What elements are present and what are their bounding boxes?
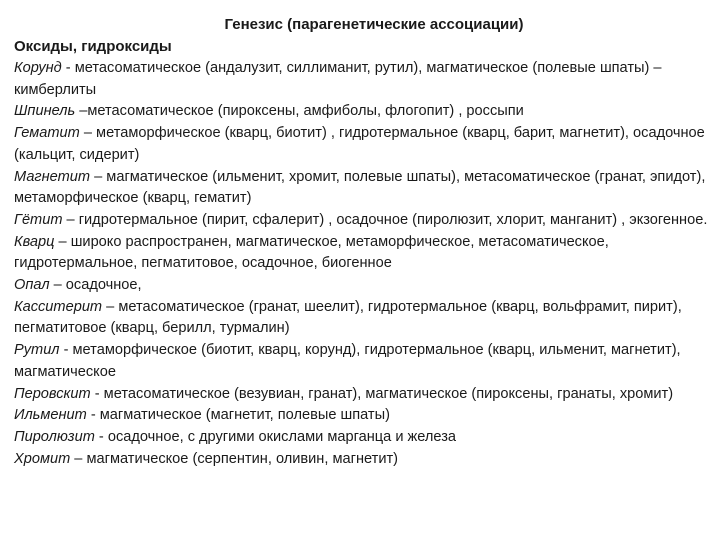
mineral-name: Гематит bbox=[14, 125, 80, 142]
page-title: Генезис (парагенетические ассоциации) bbox=[224, 16, 524, 33]
mineral-genesis: - магматическое (магнетит, полевые шпаты) bbox=[86, 407, 390, 424]
section-subtitle: Оксиды, гидроксиды bbox=[14, 38, 172, 55]
mineral-entry-perovskite bbox=[14, 384, 714, 406]
mineral-entry-goethite bbox=[14, 210, 714, 232]
mineral-entry-cassiterite bbox=[14, 297, 714, 340]
mineral-name: Ильменит bbox=[14, 407, 87, 424]
mineral-name: Перовскит bbox=[14, 385, 91, 402]
mineral-name: Пиролюзит bbox=[14, 428, 95, 445]
mineral-entry-corundum bbox=[14, 58, 714, 101]
mineral-genesis: – магматическое (ильменит, хромит, полевые шпаты), метасоматическое (гранат, эпидот), метаморфическое (кварц, гематит) bbox=[14, 168, 706, 207]
mineral-genesis: – осадочное, bbox=[49, 277, 142, 294]
mineral-genesis: – метасоматическое (гранат, шеелит), гидротермальное (кварц, вольфрамит, пирит), пегматитовое (кварц, берилл, турмалин) bbox=[14, 298, 682, 337]
mineral-entry-spinel bbox=[14, 101, 714, 123]
mineral-entry-quartz bbox=[14, 232, 714, 275]
mineral-entry-pyrolusite bbox=[14, 427, 714, 449]
mineral-entry-rutile bbox=[14, 340, 714, 383]
mineral-entry-opal bbox=[14, 275, 714, 297]
mineral-name: Опал bbox=[14, 277, 50, 294]
mineral-name: Хромит bbox=[14, 450, 71, 467]
mineral-genesis: - метасоматическое (везувиан, гранат), магматическое (пироксены, гранаты, хромит) bbox=[90, 385, 674, 402]
mineral-entry-magnetite bbox=[14, 167, 714, 210]
mineral-entry-hematite bbox=[14, 123, 714, 166]
mineral-name: Кварц bbox=[14, 233, 55, 250]
mineral-name: Магнетит bbox=[14, 168, 91, 185]
mineral-list bbox=[14, 58, 714, 470]
mineral-name: Рутил bbox=[14, 342, 60, 359]
mineral-genesis: - метаморфическое (биотит, кварц, корунд), гидротермальное (кварц, ильменит, магнетит), магматическое bbox=[14, 342, 681, 380]
mineral-genesis: – метаморфическое (кварц, биотит) , гидротермальное (кварц, барит, магнетит), осадочное (кальцит, сидерит) bbox=[14, 125, 705, 163]
mineral-name: Корунд bbox=[14, 60, 62, 76]
mineral-genesis: – магматическое (серпентин, оливин, магнетит) bbox=[70, 450, 399, 467]
mineral-genesis: – широко распространен, магматическое, метаморфическое, метасоматическое, гидротермальное, пегматитовое, осадочное, биогенное bbox=[14, 233, 609, 272]
mineral-name: Гётит bbox=[14, 211, 63, 228]
mineral-entry-ilmenite bbox=[14, 405, 714, 427]
mineral-name: Касситерит bbox=[14, 298, 103, 315]
mineral-genesis: – гидротермальное (пирит, сфалерит) , осадочное (пиролюзит, хлорит, манганит) , экзогенное. bbox=[62, 211, 708, 228]
document-page bbox=[14, 14, 714, 470]
mineral-entry-chromite bbox=[14, 449, 714, 471]
mineral-name: Шпинель bbox=[14, 103, 76, 120]
mineral-genesis: - метасоматическое (андалузит, силлиманит, рутил), магматическое (полевые шпаты) – кимберлиты bbox=[14, 60, 662, 98]
mineral-genesis: –метасоматическое (пироксены, амфиболы, флогопит) , россыпи bbox=[75, 103, 524, 120]
mineral-genesis: - осадочное, с другими окислами марганца и железа bbox=[94, 428, 457, 445]
